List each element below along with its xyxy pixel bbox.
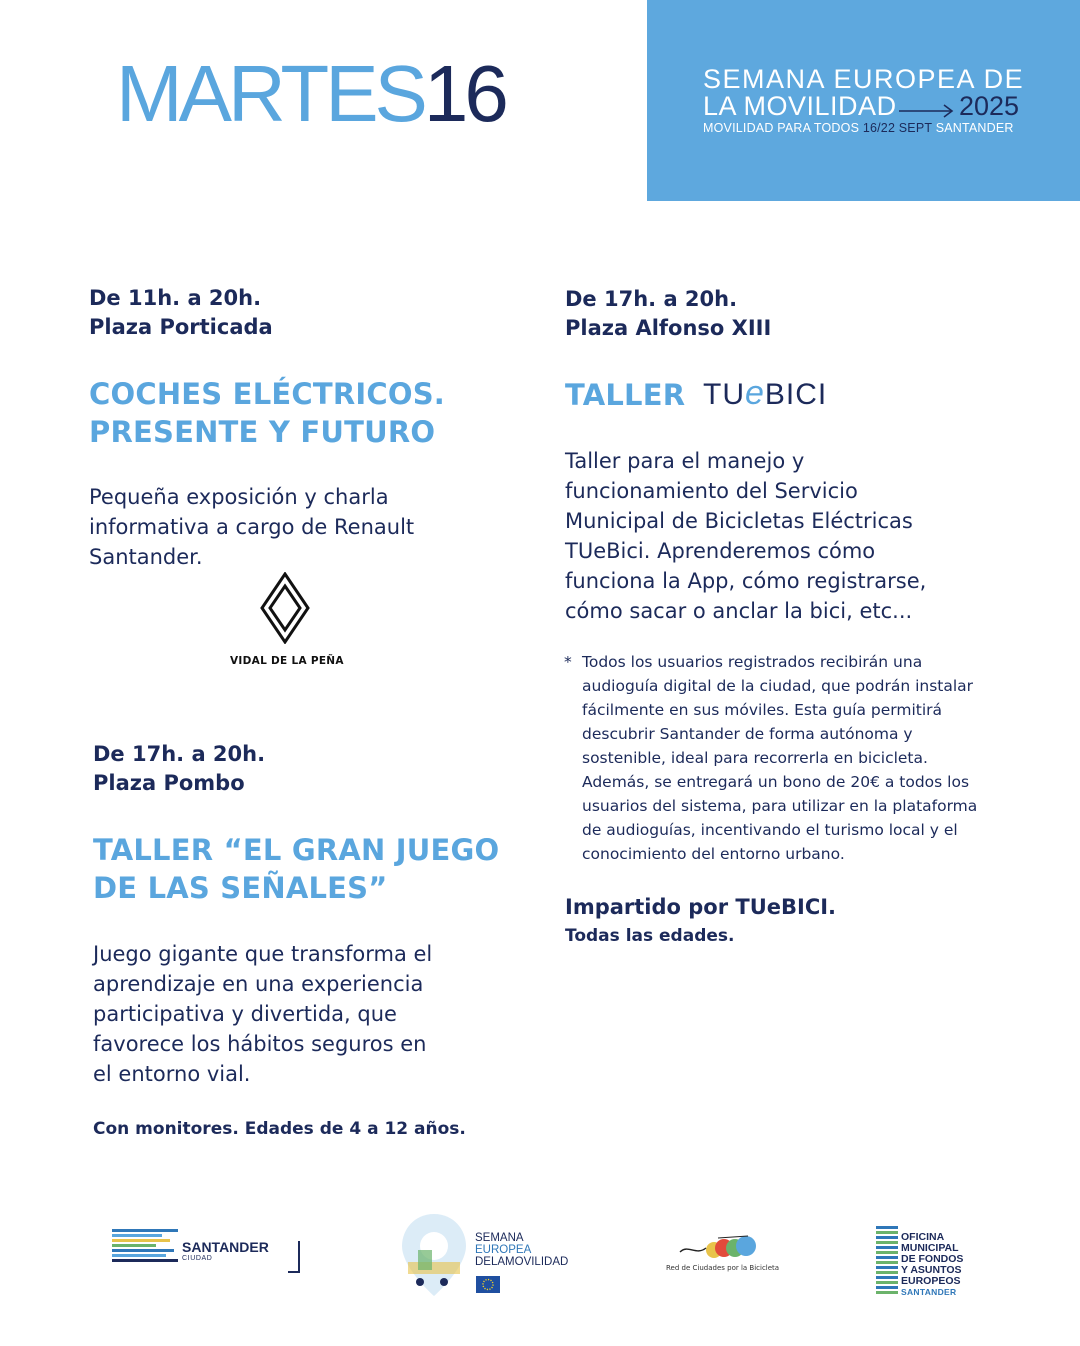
- tuebici-desc-line: Taller para el manejo y: [565, 449, 805, 473]
- cars-title-line2: PRESENTE Y FUTURO: [89, 415, 436, 449]
- tuebici-desc-line: TUeBici. Aprenderemos cómo: [565, 539, 876, 563]
- signals-desc-line: favorece los hábitos seguros en: [93, 1032, 427, 1056]
- red-ciudades-bicicleta-logo: [666, 1226, 780, 1276]
- oficina-line3: DE FONDOS: [901, 1253, 964, 1265]
- tuebici-ages: Todas las edades.: [565, 926, 735, 946]
- note-line: audioguía digital de la ciudad, que podrán instalar: [582, 677, 974, 695]
- note-line: Todos los usuarios registrados recibirán una: [582, 653, 923, 671]
- note-line: conocimiento del entorno urbano.: [582, 845, 845, 863]
- brand-sub-city: SANTANDER: [935, 121, 1014, 135]
- tuebici-wordmark: [703, 374, 827, 413]
- oficina-line5: EUROPEOS: [901, 1275, 961, 1287]
- signals-title-line1: TALLER “EL GRAN JUEGO: [93, 833, 500, 867]
- tuebici-desc-line: cómo sacar o anclar la bici, etc...: [565, 599, 913, 623]
- brand-sub-left: MOVILIDAD PARA TODOS: [703, 121, 860, 135]
- note-line: Además, se entregará un bono de 20€ a todos los: [582, 773, 970, 791]
- cars-title-line1: COCHES ELÉCTRICOS.: [89, 377, 446, 411]
- renault-logo-icon: [258, 572, 312, 644]
- tuebici-time: De 17h. a 20h.: [565, 287, 738, 311]
- bicycle-icon: [678, 1226, 764, 1262]
- note-line: usuarios del sistema, para utilizar en la plataforma: [582, 797, 978, 815]
- tuebici-by: Impartido por TUeBICI.: [565, 895, 837, 919]
- cars-desc-line: informativa a cargo de Renault: [89, 515, 415, 539]
- semana-line3: DELAMOVILIDAD: [475, 1256, 569, 1268]
- oficina-line1: OFICINA: [901, 1231, 945, 1243]
- tuebici-place: Plaza Alfonso XIII: [565, 316, 772, 340]
- eu-flag-icon: [476, 1276, 500, 1293]
- santander-name: SANTANDER: [182, 1239, 269, 1255]
- oficina-line2: MUNICIPAL: [901, 1242, 959, 1254]
- red-text: Red de Ciudades por la Bicicleta: [666, 1264, 780, 1272]
- signals-desc-line: Juego gigante que transforma el: [93, 942, 433, 966]
- oficina-line4: Y ASUNTOS: [901, 1264, 962, 1276]
- semana-line2: EUROPEA: [475, 1244, 532, 1256]
- brand-sub-dates: 16/22 SEPT: [862, 121, 932, 135]
- signals-place: Plaza Pombo: [93, 771, 245, 795]
- oficina-municipal-logo: [876, 1226, 966, 1298]
- signals-desc-line: participativa y divertida, que: [93, 1002, 397, 1026]
- signals-desc-line: aprendizaje en una experiencia: [93, 972, 424, 996]
- arrow-right-icon: [899, 104, 955, 118]
- day-number: 16: [423, 49, 505, 138]
- brand-year: 2025: [959, 91, 1020, 121]
- brand-line1: SEMANA EUROPEA DE: [703, 64, 1025, 94]
- signals-time: De 17h. a 20h.: [93, 742, 266, 766]
- note-line: descubrir Santander de forma autónoma y: [582, 725, 913, 743]
- oficina-stripes: [876, 1226, 898, 1296]
- cars-description: [89, 482, 414, 572]
- note-line: de audioguías, incentivando el turismo local y el: [582, 821, 958, 839]
- santander-ciudad-logo: [112, 1227, 300, 1275]
- oficina-sub: SANTANDER: [901, 1287, 957, 1297]
- tuebici-wordmark-bici: BICI: [764, 378, 828, 411]
- cars-desc-line: Santander.: [89, 545, 203, 569]
- tuebici-title: [565, 376, 685, 414]
- semana-europea-logo: [398, 1212, 588, 1300]
- signals-footnote: Con monitores. Edades de 4 a 12 años.: [93, 1119, 466, 1139]
- sponsor-name: VIDAL DE LA PEÑA: [230, 655, 344, 667]
- note-line: sostenible, ideal para recorrerla en bicicleta.: [582, 749, 928, 767]
- day-name: MARTES: [116, 49, 424, 138]
- tuebici-title-prefix: TALLER: [565, 378, 686, 412]
- signals-desc-line: el entorno vial.: [93, 1062, 251, 1086]
- note-line: fácilmente en sus móviles. Esta guía permitirá: [582, 701, 943, 719]
- tuebici-wordmark-tu: TU: [703, 378, 745, 411]
- santander-stripes: [112, 1229, 178, 1264]
- note-asterisk: *: [564, 653, 572, 671]
- cars-time: De 11h. a 20h.: [89, 286, 262, 310]
- semana-line1: SEMANA: [475, 1232, 524, 1244]
- brand-line2: LA MOVILIDAD: [703, 91, 897, 121]
- event-brand-box: [647, 0, 1080, 201]
- signals-description: [93, 939, 432, 1089]
- tuebici-desc-line: funcionamiento del Servicio: [565, 479, 858, 503]
- brand-subline: [703, 121, 1014, 135]
- tuebici-description: [565, 446, 926, 626]
- cars-desc-line: Pequeña exposición y charla: [89, 485, 389, 509]
- map-pin-icon: [398, 1212, 470, 1298]
- tuebici-desc-line: funciona la App, cómo registrarse,: [565, 569, 927, 593]
- cars-place: Plaza Porticada: [89, 315, 273, 339]
- santander-bracket: [288, 1241, 300, 1273]
- tuebici-note: [582, 650, 977, 866]
- day-title: [116, 46, 505, 142]
- tuebici-wordmark-e: e: [745, 374, 765, 412]
- tuebici-desc-line: Municipal de Bicicletas Eléctricas: [565, 509, 913, 533]
- santander-sub: CIUDAD: [182, 1255, 213, 1262]
- signals-title-line2: DE LAS SEÑALES”: [93, 871, 388, 905]
